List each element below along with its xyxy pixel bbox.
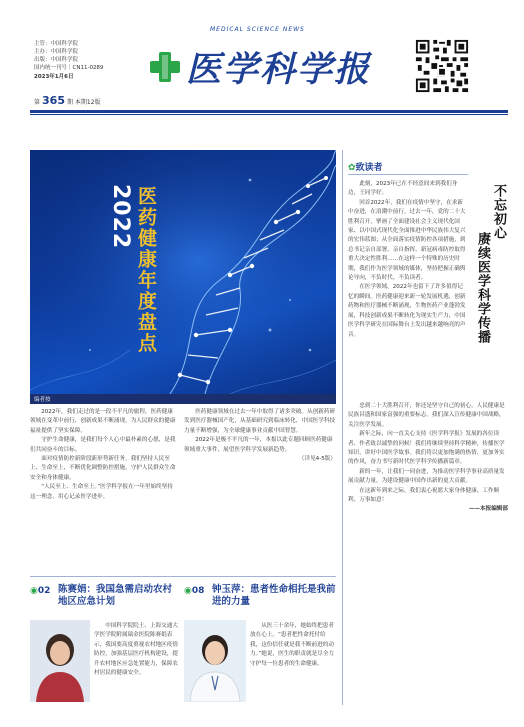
lead-paragraph: 医药健康领域在过去一年中取得了诸多突破。从创新药研发到医疗器械国产化，从基础研究到临床转化，中国医学科技力量不断增强，为全球健康事业贡献中国智慧。: [184, 409, 336, 434]
editorial-paragraph: 此刻，2023年已在不经意间来到我们身边，王同学好。: [348, 181, 458, 197]
editorial-paragraph: 忠到二十大胜利召开，你还是坚守自己的初心。人民健康是民族昌盛和国家富强的重要标志。我们深入宣传健康中国战略，关注医学发展。: [348, 403, 505, 428]
portrait-photo: [184, 620, 246, 702]
story-box-right[interactable]: [184, 582, 336, 707]
editorial-body-top: [348, 180, 468, 398]
story-paragraph: 中国科学院院士、上海交通大学医学院附属瑞金医院陈赛娟表示，我国要高度重视农村地区疫情防控，加强基层医疗机构建设，提升农村地区应急处置能力，保障农村居民的健康安全。: [94, 623, 178, 677]
bullet-icon: ◉: [184, 586, 192, 596]
medical-cross-icon: [148, 50, 182, 84]
editorial-signoff: ——本报编辑部: [468, 506, 508, 513]
lead-paragraph: 面对疫情防控新阶段新形势新任务，我们坚持人民至上、生命至上，不断优化调整防控措施，守护人民群众生命安全和身体健康。: [30, 456, 176, 481]
hero-banner: [30, 150, 336, 394]
editorial-paragraph: 新年之际，向一直关心支持《医学科学报》发展的各位读者、作者致以诚挚的问候！我们将继续坚持科学精神，传播医学知识，讲好中国医学故事。我们将以更加饱满的热情、更加务实的作风，奋力书写新时代医学科学传播新篇章。: [348, 431, 505, 466]
meta-line: 出版：中国科学院: [34, 57, 79, 63]
page-ref-number: ◉02: [30, 586, 51, 596]
meta-line: 主管：中国科学院: [34, 41, 79, 47]
issue-number-line: 第 365 期 本期12版: [34, 94, 101, 107]
editorial-paragraph: 在医学领域，2022年也留下了许多值得记忆的瞬间。医药健康迎来新一轮发展机遇，创新药物和医疗器械不断涌现，生物医药产业蓬勃发展，科技创新成果不断转化为现实生产力，中国医学科学研究在国际舞台上发出越来越响亮的声音。: [348, 284, 466, 338]
portrait-photo: [30, 620, 90, 702]
editorial-paragraph: 在这新年到来之际，我们衷心祝愿大家身体健康、工作顺利、万事如意！: [348, 487, 500, 504]
lead-paragraph: 2022年，我们走过的是一段不平凡的旅程。医药健康领域在变革中前行，创新成果不断涌现，为人民群众的健康福祉提供了坚实保障。: [30, 409, 176, 434]
hero-year: 2022: [108, 184, 133, 250]
dna-helix-illustration: [30, 150, 336, 394]
story-box-left[interactable]: [30, 582, 180, 707]
editorial-rule: [348, 174, 468, 175]
hero-title: 医药健康年度盘点: [135, 186, 157, 354]
masthead-meta: [34, 40, 144, 81]
section-divider: [30, 576, 336, 577]
qr-code-icon[interactable]: [414, 38, 470, 94]
story-body: [250, 622, 336, 706]
see-more-link[interactable]: （详见4-5版）: [298, 456, 336, 463]
newspaper-logo: [148, 24, 380, 100]
issue-number: 365: [42, 94, 65, 107]
issue-date: 2023年1月6日: [34, 74, 74, 80]
lead-paragraph: “人民至上、生命至上。”医学科学报在一年里始终坚持这一理念，用心记录医学进步。: [30, 484, 173, 500]
editorial-title-b: 赓续医学科学传播: [475, 232, 490, 344]
logo-english: MEDICAL SCIENCE NEWS: [210, 26, 305, 33]
meta-line: 主办：中国科学院: [34, 49, 79, 55]
logo-chinese: 医学科学报: [186, 49, 372, 90]
person-portrait-icon: [30, 620, 90, 702]
lead-column-right: [184, 408, 336, 560]
masthead-rule-thin: [30, 114, 508, 115]
editorial-title-a: 不忘初心: [491, 184, 506, 240]
editorial-body-bottom: [348, 402, 508, 704]
meta-line: 国内统一刊号｜CN11-0289: [34, 65, 104, 71]
lead-column-left: [30, 408, 178, 560]
lead-paragraph: 守护生命健康，是我们每个人心中最朴素的心愿，是我们共同奋斗的目标。: [30, 437, 176, 453]
person-portrait-icon: [184, 620, 246, 702]
bullet-icon: ◉: [30, 586, 38, 596]
editorial-heading: ✿致读者: [348, 163, 383, 173]
editorial-paragraph: 新的一年，让我们一同奋进，为推动医学科学事业高质量发展贡献力量，为建设健康中国作出新的更大贡献。: [348, 468, 505, 485]
column-divider: [342, 150, 343, 705]
page-ref-number: ◉08: [184, 586, 205, 596]
story-body: [94, 622, 180, 706]
flower-icon: ✿: [348, 163, 356, 173]
story-title: 陈赛娟：我国急需启动农村地区应急计划: [58, 584, 173, 607]
editorial-paragraph: 回首2022年，我们在疫情中坚守，在求新中奋进，在浪潮中前行。过去一年，党的二十大胜利召开，擘画了全面建设社会主义现代化国家、以中国式现代化全面推进中华民族伟大复兴的宏伟蓝图；从全面落实疫情防控各项措施，到总书记亲自部署、亲自指挥，新冠病毒防控取得重大决定性胜利……在这样一个特殊的历史时期，我们作为医学领域的媒体，坚持把握正确舆论导向，不负时代、不负读者。: [348, 199, 466, 282]
masthead-rule: [30, 110, 508, 113]
story-title: 钟玉萍：患者性命相托是我前进的力量: [212, 584, 336, 607]
lead-paragraph: 2022年是极不平凡的一年，本报以此专题回顾医药健康领域重大事件，展望医学科学发展新趋势。: [184, 437, 333, 453]
editor-note-label: 编者按: [30, 394, 336, 404]
story-paragraph: 从医三十余年，她始终把患者放在心上。“患者把性命托付给我，这份信任就是我不断前进的动力。”她说，医生的职责就是尽全力守护每一位患者的生命健康。: [250, 623, 335, 667]
